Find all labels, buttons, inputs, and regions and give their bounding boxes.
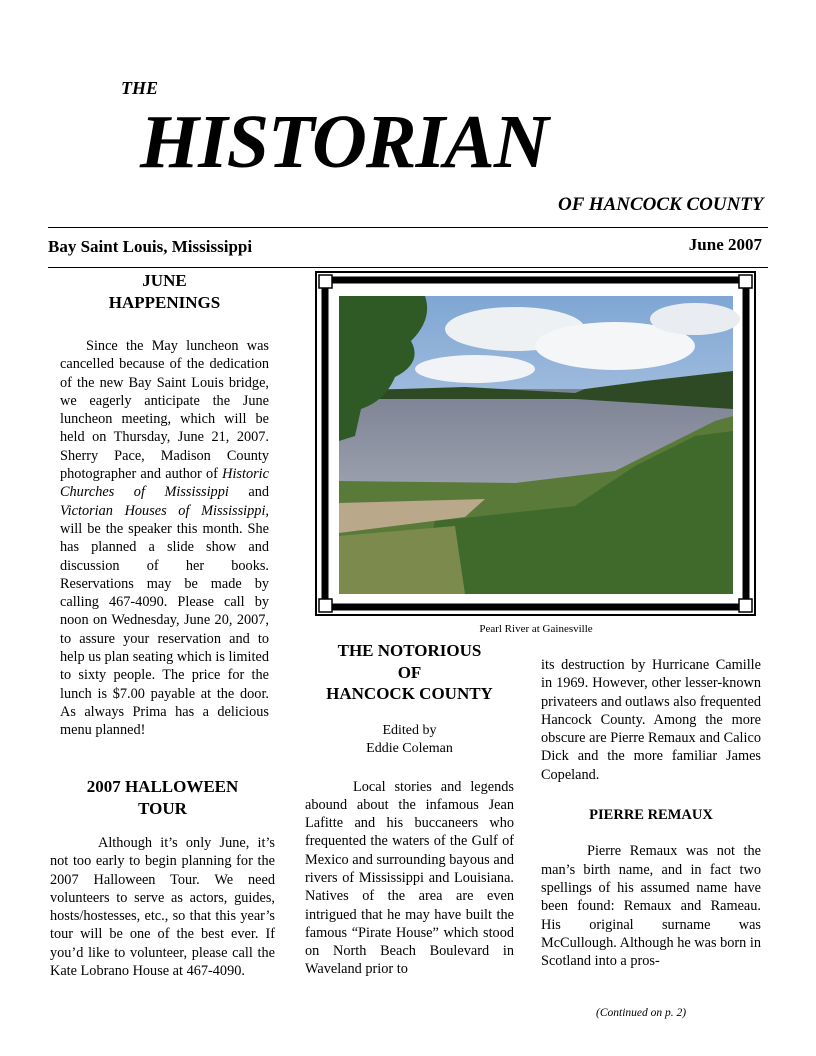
notorious-heading: THE NOTORIOUS OF HANCOCK COUNTY [326, 641, 493, 703]
masthead-the: THE [121, 78, 159, 98]
continued-link[interactable]: (Continued on p. 2) [596, 1007, 687, 1019]
dateline-location: Bay Saint Louis, Mississippi [48, 237, 253, 256]
masthead-rule-bottom [48, 267, 768, 268]
book-title-victorian: Victorian Houses of Mississippi, [60, 502, 269, 519]
photo-frame [315, 271, 756, 616]
june-happenings-body: Since the May luncheon was cancelled because of the dedication of the new Bay Saint Louis bridge, we eagerly anticipate the June luncheon meeting, which will be held on Thursday, June 21, 2007. Sherry Pace, Madison County photographer and author of Historic Churches of Mississippi and Victorian Houses of Mississippi, will be the speaker this month. She has planned a slide show and discussion of her books. Reservations may be made by calling 467-4090. Please call by noon on Wednesday, June 20, 2007, to assure your reservation and to help us plan seating which is limited to sixty people. The price for the lunch is $7.00 payable at the door. As always Prima has a delicious menu planned! [60, 338, 270, 739]
newsletter-title: HISTORIAN [140, 100, 548, 184]
notorious-body-part2: its destruction by Hurricane Camille in 1969. However, other lesser-known privateers and outlaws also frequented Hancock County. Among the more obscure are Pierre Remaux and Calico Dick and the more familiar James Copeland. [541, 657, 761, 783]
halloween-body: Although it’s only June, it’s not too early to begin planning for the 2007 Halloween Tour. We need volunteers to serve as actors, guides, hosts/hostesses, etc., so that this year’s tour will be one of the best ever. If you’d like to volunteer, please call the Kate Lobrano House at 467-4090. [50, 835, 275, 980]
photo-caption: Pearl River at Gainesville [479, 623, 593, 635]
pierre-remaux-body: Pierre Remaux was not the man’s birth name, and in fact two spellings of his assumed name have been found: Remaux and Rameau. His original surname was McCullough. Although he was born in Scotland into a pros- [541, 843, 762, 970]
pierre-remaux-heading: PIERRE REMAUX [589, 807, 713, 824]
edited-by: Edited by Eddie Coleman [305, 722, 514, 758]
column-right [541, 656, 761, 970]
halloween-section [50, 776, 275, 980]
river-photo [339, 296, 740, 594]
halloween-heading: 2007 HALLOWEEN TOUR [86, 777, 239, 818]
editor-name: Eddie Coleman [366, 740, 453, 756]
newsletter-subtitle: OF HANCOCK COUNTY [558, 194, 764, 215]
june-happenings-heading: JUNE HAPPENINGS [108, 271, 221, 312]
issue-date: June 2007 [688, 235, 762, 254]
column-middle [305, 640, 514, 979]
book-title-churches: Historic Churches of Mississippi [60, 466, 269, 501]
column-left [60, 270, 269, 740]
notorious-body-part1: Local stories and legends abound about the infamous Jean Lafitte and his buccaneers who frequented the waters of the Gulf of Mexico and surrounding bayous and rivers of Mississippi and Louisiana. Natives of the area are even intrigued that he may have built the famous “Pirate House” which stood on North Beach Boulevard in Waveland prior to [305, 778, 514, 978]
masthead-rule-top [48, 227, 768, 228]
